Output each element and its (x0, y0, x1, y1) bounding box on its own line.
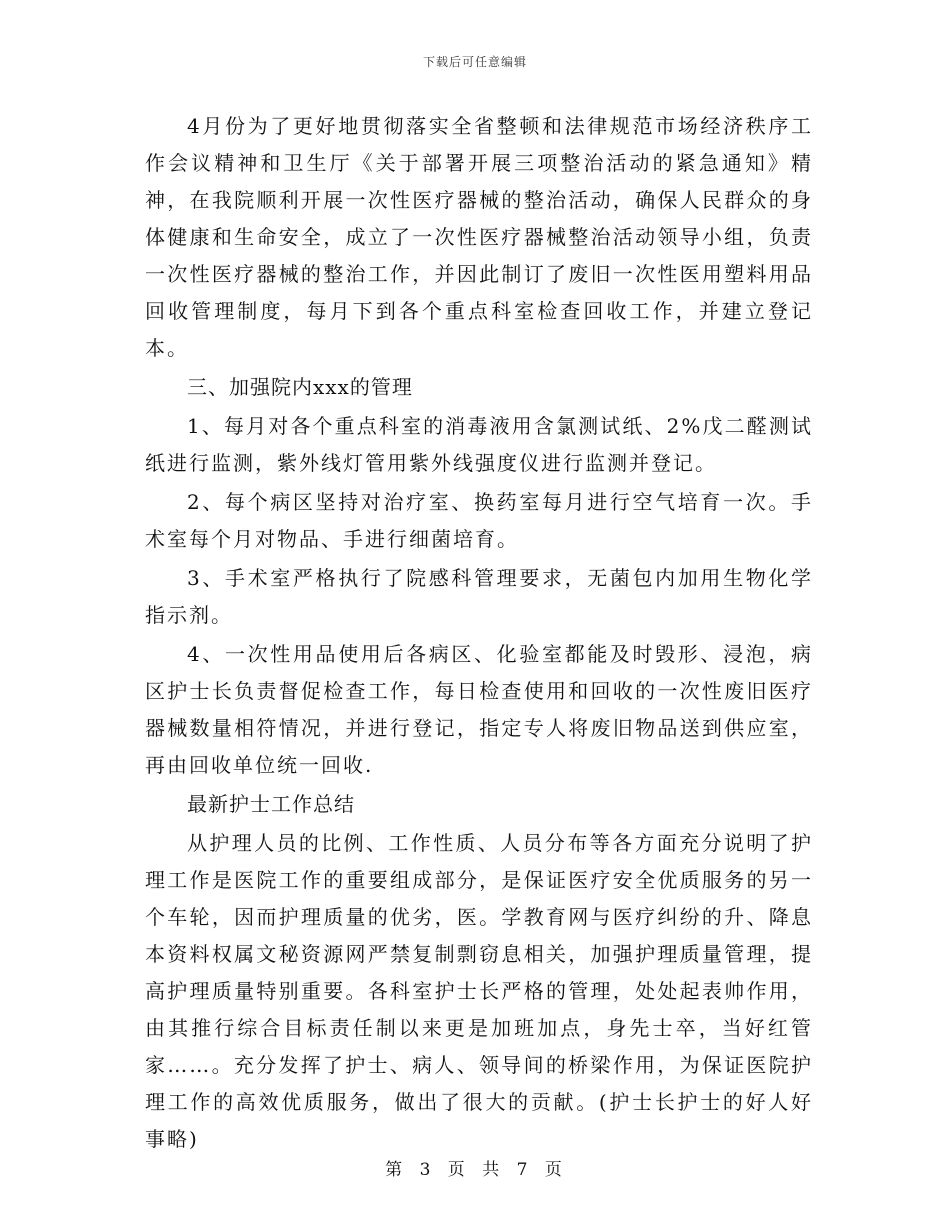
paragraph-item-3: 3、手术室严格执行了院感科管理要求，无菌包内加用生物化学指示剂。 (145, 566, 813, 627)
section-heading-infection-control: 三、加强院内xxx的管理 (187, 375, 413, 399)
section-heading-nurse-summary: 最新护士工作总结 (187, 792, 355, 816)
page-header-note: 下载后可任意编辑 (422, 55, 527, 69)
paragraph-nursing-quality: 从护理人员的比例、工作性质、人员分布等各方面充分说明了护理工作是医院工作的重要组成部分，是保证医疗安全优质服务的另一个车轮，因而护理质量的优劣，医。学教育网与医疗纠纷的升、降息本资料权属文秘资源网严禁复制剽窃息相关，加强护理质量管理，提高护理质量特别重要。各科室护士长严格的管理，处处起表帅作用，由其推行综合目标责任制以来更是加班加点，身先士卒，当好红管家……。充分发挥了护士、病人、领导间的桥梁作用，为保证医院护理工作的高效优质服务，做出了很大的贡献。(护士长护士的好人好事略) (145, 831, 813, 1151)
document-body (145, 108, 813, 1160)
page-number-footer: 第 3 页 共 7 页 (385, 1160, 565, 1180)
paragraph-rectification: 4月份为了更好地贯彻落实全省整顿和法律规范市场经济秩序工作会议精神和卫生厅《关于部署开展三项整治活动的紧急通知》精神，在我院顺利开展一次性医疗器械的整治活动，确保人民群众的身体健康和生命安全，成立了一次性医疗器械整治活动领导小组，负责一次性医疗器械的整治工作，并因此制订了废旧一次性医用塑料用品回收管理制度，每月下到各个重点科室检查回收工作，并建立登记本。 (145, 114, 813, 360)
paragraph-item-1: 1、每月对各个重点科室的消毒液用含氯测试纸、2%戊二醛测试纸进行监测，紫外线灯管用紫外线强度仪进行监测并登记。 (145, 414, 813, 475)
paragraph-item-2: 2、每个病区坚持对治疗室、换药室每月进行空气培育一次。手术室每个月对物品、手进行细菌培育。 (145, 490, 813, 551)
paragraph-item-4: 4、一次性用品使用后各病区、化验室都能及时毁形、浸泡，病区护士长负责督促检查工作，每日检查使用和回收的一次性废旧医疗器械数量相符情况，并进行登记，指定专人将废旧物品送到供应室，再由回收单位统一回收. (145, 642, 813, 777)
